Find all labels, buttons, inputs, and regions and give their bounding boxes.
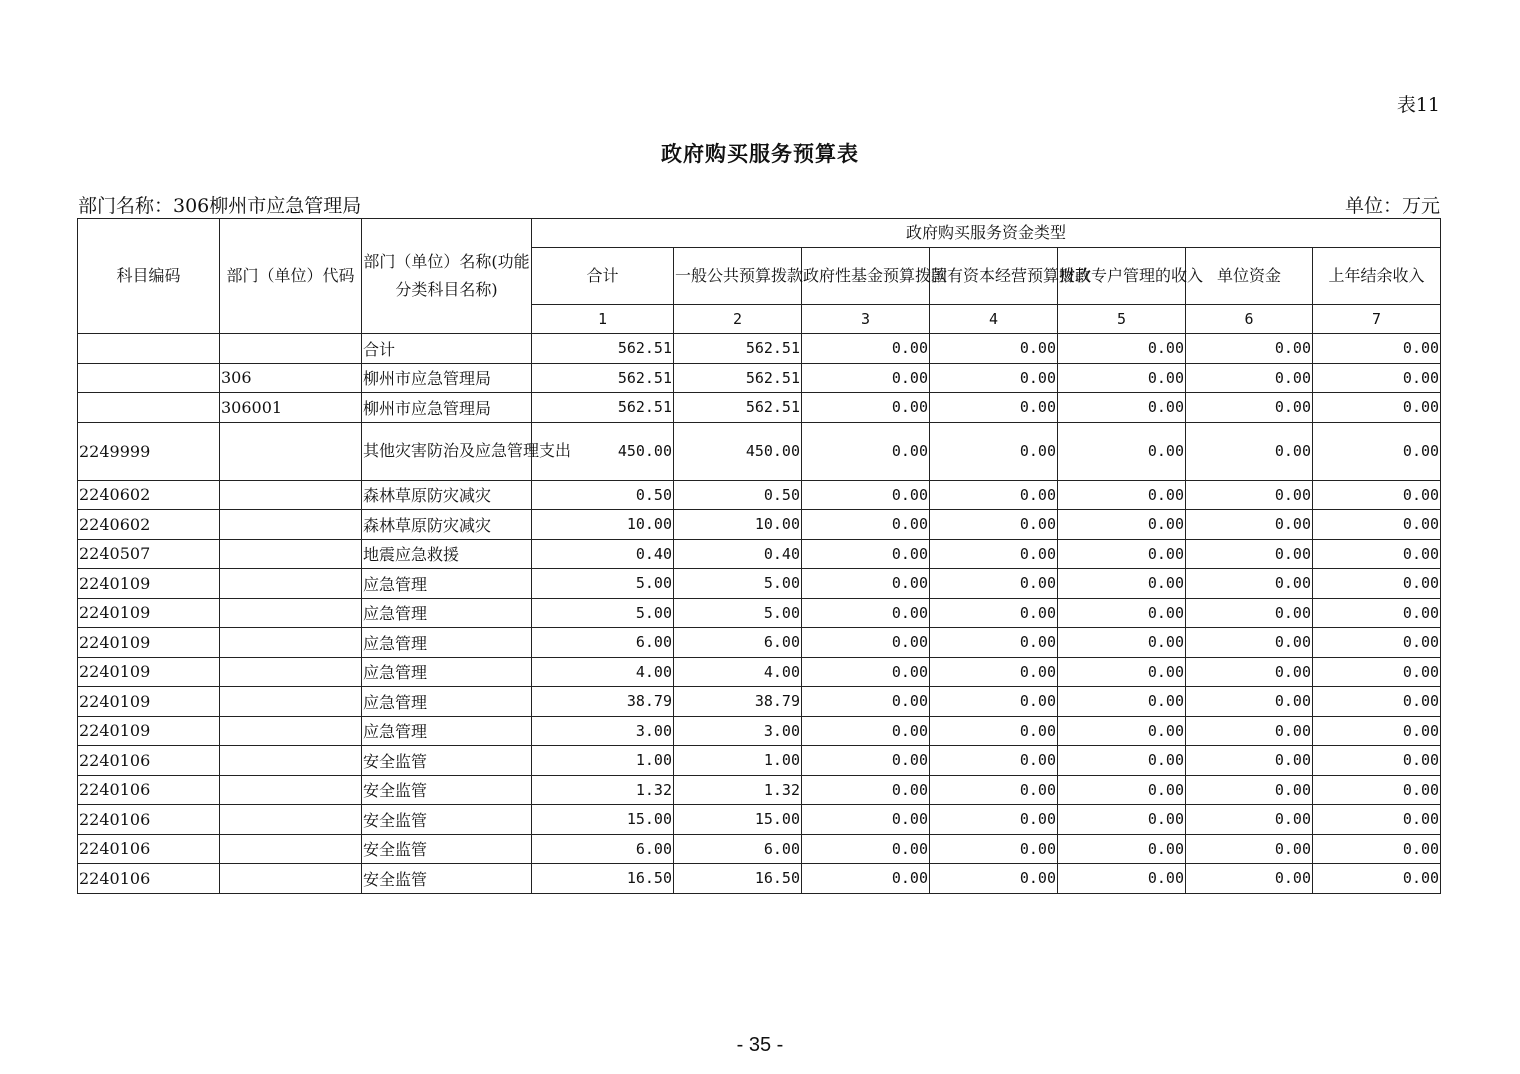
cell-special-account: 0.00 <box>1058 363 1186 393</box>
cell-dept-code <box>220 746 362 776</box>
page-title: 政府购买服务预算表 <box>661 141 859 166</box>
cell-general-budget: 5.00 <box>674 569 802 599</box>
cell-total: 1.32 <box>532 775 674 805</box>
cell-prior-balance: 0.00 <box>1313 393 1441 423</box>
table-row <box>78 687 1441 717</box>
header-subject-code: 科目编码 <box>78 219 220 334</box>
header-col-total: 合计 <box>532 248 674 305</box>
cell-subject-code: 2240109 <box>78 598 220 628</box>
cell-gov-fund: 0.00 <box>802 569 930 599</box>
cell-state-capital: 0.00 <box>930 716 1058 746</box>
table-row <box>78 569 1441 599</box>
cell-gov-fund: 0.00 <box>802 775 930 805</box>
cell-special-account: 0.00 <box>1058 746 1186 776</box>
cell-general-budget: 3.00 <box>674 716 802 746</box>
cell-dept-name: 安全监管 <box>362 864 532 894</box>
cell-prior-balance: 0.00 <box>1313 657 1441 687</box>
cell-gov-fund: 0.00 <box>802 539 930 569</box>
cell-dept-code <box>220 864 362 894</box>
cell-general-budget: 1.00 <box>674 746 802 776</box>
cell-dept-name: 地震应急救援 <box>362 539 532 569</box>
cell-gov-fund: 0.00 <box>802 393 930 423</box>
unit-label: 单位：万元 <box>1344 195 1440 217</box>
cell-subject-code <box>78 363 220 393</box>
cell-general-budget: 10.00 <box>674 510 802 540</box>
cell-dept-name: 合计 <box>362 334 532 364</box>
cell-state-capital: 0.00 <box>930 657 1058 687</box>
cell-general-budget: 562.51 <box>674 393 802 423</box>
table-row <box>78 864 1441 894</box>
header-col-gov-fund: 政府性基金预算拨款 <box>802 248 930 305</box>
header-col-number: 3 <box>802 305 930 334</box>
header-col-number: 4 <box>930 305 1058 334</box>
header-fund-type: 政府购买服务资金类型 <box>532 219 1441 248</box>
cell-general-budget: 4.00 <box>674 657 802 687</box>
cell-state-capital: 0.00 <box>930 775 1058 805</box>
table-row <box>78 363 1441 393</box>
cell-special-account: 0.00 <box>1058 657 1186 687</box>
cell-general-budget: 6.00 <box>674 834 802 864</box>
cell-dept-code <box>220 539 362 569</box>
cell-general-budget: 1.32 <box>674 775 802 805</box>
cell-dept-name: 安全监管 <box>362 746 532 776</box>
cell-total: 6.00 <box>532 628 674 658</box>
cell-unit-funds: 0.00 <box>1186 746 1313 776</box>
cell-dept-name: 森林草原防灾减灾 <box>362 510 532 540</box>
cell-dept-name: 其他灾害防治及应急管理支出 <box>362 422 532 480</box>
header-col-prior-balance: 上年结余收入 <box>1313 248 1441 305</box>
cell-special-account: 0.00 <box>1058 569 1186 599</box>
cell-dept-code <box>220 657 362 687</box>
cell-total: 38.79 <box>532 687 674 717</box>
table-row <box>78 422 1441 480</box>
cell-state-capital: 0.00 <box>930 334 1058 364</box>
cell-dept-name: 森林草原防灾减灾 <box>362 480 532 510</box>
cell-special-account: 0.00 <box>1058 422 1186 480</box>
cell-state-capital: 0.00 <box>930 363 1058 393</box>
cell-general-budget: 6.00 <box>674 628 802 658</box>
cell-gov-fund: 0.00 <box>802 864 930 894</box>
cell-state-capital: 0.00 <box>930 569 1058 599</box>
cell-state-capital: 0.00 <box>930 480 1058 510</box>
cell-gov-fund: 0.00 <box>802 510 930 540</box>
cell-dept-name: 应急管理 <box>362 598 532 628</box>
cell-dept-name: 应急管理 <box>362 569 532 599</box>
cell-total: 15.00 <box>532 805 674 835</box>
cell-dept-code <box>220 422 362 480</box>
cell-gov-fund: 0.00 <box>802 834 930 864</box>
header-col-unit-funds: 单位资金 <box>1186 248 1313 305</box>
cell-state-capital: 0.00 <box>930 805 1058 835</box>
cell-unit-funds: 0.00 <box>1186 422 1313 480</box>
cell-subject-code: 2240109 <box>78 716 220 746</box>
cell-unit-funds: 0.00 <box>1186 687 1313 717</box>
cell-state-capital: 0.00 <box>930 422 1058 480</box>
header-col-number: 7 <box>1313 305 1441 334</box>
cell-special-account: 0.00 <box>1058 716 1186 746</box>
cell-prior-balance: 0.00 <box>1313 510 1441 540</box>
cell-state-capital: 0.00 <box>930 746 1058 776</box>
cell-general-budget: 16.50 <box>674 864 802 894</box>
cell-special-account: 0.00 <box>1058 628 1186 658</box>
cell-total: 0.40 <box>532 539 674 569</box>
cell-subject-code: 2240109 <box>78 628 220 658</box>
budget-table <box>77 218 1441 894</box>
header-col-special-account: 财政专户管理的收入 <box>1058 248 1186 305</box>
cell-subject-code: 2240602 <box>78 510 220 540</box>
cell-general-budget: 15.00 <box>674 805 802 835</box>
cell-prior-balance: 0.00 <box>1313 687 1441 717</box>
cell-total: 10.00 <box>532 510 674 540</box>
cell-special-account: 0.00 <box>1058 805 1186 835</box>
table-row <box>78 805 1441 835</box>
cell-total: 562.51 <box>532 393 674 423</box>
cell-dept-name: 安全监管 <box>362 805 532 835</box>
cell-special-account: 0.00 <box>1058 864 1186 894</box>
department-name: 部门名称：306柳州市应急管理局 <box>78 195 362 217</box>
cell-unit-funds: 0.00 <box>1186 363 1313 393</box>
table-row <box>78 334 1441 364</box>
cell-general-budget: 0.40 <box>674 539 802 569</box>
header-dept-code: 部门（单位）代码 <box>220 219 362 334</box>
cell-special-account: 0.00 <box>1058 598 1186 628</box>
cell-total: 4.00 <box>532 657 674 687</box>
cell-total: 450.00 <box>532 422 674 480</box>
cell-state-capital: 0.00 <box>930 539 1058 569</box>
cell-subject-code: 2249999 <box>78 422 220 480</box>
cell-state-capital: 0.00 <box>930 687 1058 717</box>
cell-special-account: 0.00 <box>1058 393 1186 423</box>
table-row <box>78 716 1441 746</box>
cell-prior-balance: 0.00 <box>1313 775 1441 805</box>
cell-gov-fund: 0.00 <box>802 628 930 658</box>
cell-gov-fund: 0.00 <box>802 363 930 393</box>
cell-state-capital: 0.00 <box>930 864 1058 894</box>
cell-prior-balance: 0.00 <box>1313 539 1441 569</box>
cell-total: 562.51 <box>532 363 674 393</box>
cell-total: 16.50 <box>532 864 674 894</box>
cell-special-account: 0.00 <box>1058 480 1186 510</box>
cell-dept-name: 应急管理 <box>362 716 532 746</box>
cell-gov-fund: 0.00 <box>802 422 930 480</box>
cell-special-account: 0.00 <box>1058 834 1186 864</box>
cell-unit-funds: 0.00 <box>1186 539 1313 569</box>
cell-special-account: 0.00 <box>1058 334 1186 364</box>
header-col-number: 1 <box>532 305 674 334</box>
cell-subject-code: 2240106 <box>78 864 220 894</box>
cell-unit-funds: 0.00 <box>1186 805 1313 835</box>
header-col-general-budget: 一般公共预算拨款 <box>674 248 802 305</box>
cell-dept-code <box>220 805 362 835</box>
cell-subject-code: 2240106 <box>78 805 220 835</box>
cell-prior-balance: 0.00 <box>1313 598 1441 628</box>
cell-dept-code <box>220 510 362 540</box>
cell-dept-name: 应急管理 <box>362 687 532 717</box>
table-row <box>78 628 1441 658</box>
cell-total: 1.00 <box>532 746 674 776</box>
cell-dept-code: 306001 <box>220 393 362 423</box>
cell-prior-balance: 0.00 <box>1313 716 1441 746</box>
cell-dept-name: 柳州市应急管理局 <box>362 363 532 393</box>
table-row <box>78 775 1441 805</box>
table-row <box>78 393 1441 423</box>
table-row <box>78 657 1441 687</box>
cell-prior-balance: 0.00 <box>1313 864 1441 894</box>
cell-subject-code: 2240602 <box>78 480 220 510</box>
cell-prior-balance: 0.00 <box>1313 805 1441 835</box>
cell-subject-code <box>78 393 220 423</box>
cell-prior-balance: 0.00 <box>1313 569 1441 599</box>
cell-gov-fund: 0.00 <box>802 598 930 628</box>
cell-dept-name: 安全监管 <box>362 775 532 805</box>
cell-gov-fund: 0.00 <box>802 746 930 776</box>
cell-total: 3.00 <box>532 716 674 746</box>
cell-total: 0.50 <box>532 480 674 510</box>
cell-dept-code <box>220 834 362 864</box>
cell-subject-code: 2240106 <box>78 746 220 776</box>
cell-gov-fund: 0.00 <box>802 334 930 364</box>
cell-state-capital: 0.00 <box>930 628 1058 658</box>
table-number: 表11 <box>1396 94 1440 116</box>
cell-unit-funds: 0.00 <box>1186 510 1313 540</box>
cell-subject-code: 2240106 <box>78 775 220 805</box>
cell-subject-code: 2240109 <box>78 657 220 687</box>
cell-prior-balance: 0.00 <box>1313 628 1441 658</box>
table-row <box>78 746 1441 776</box>
header-col-number: 5 <box>1058 305 1186 334</box>
cell-gov-fund: 0.00 <box>802 716 930 746</box>
cell-unit-funds: 0.00 <box>1186 716 1313 746</box>
cell-general-budget: 5.00 <box>674 598 802 628</box>
cell-unit-funds: 0.00 <box>1186 480 1313 510</box>
cell-subject-code: 2240109 <box>78 687 220 717</box>
cell-special-account: 0.00 <box>1058 687 1186 717</box>
cell-dept-name: 柳州市应急管理局 <box>362 393 532 423</box>
table-row <box>78 598 1441 628</box>
cell-general-budget: 0.50 <box>674 480 802 510</box>
cell-special-account: 0.00 <box>1058 539 1186 569</box>
cell-state-capital: 0.00 <box>930 834 1058 864</box>
cell-unit-funds: 0.00 <box>1186 834 1313 864</box>
cell-prior-balance: 0.00 <box>1313 746 1441 776</box>
cell-state-capital: 0.00 <box>930 598 1058 628</box>
cell-dept-code <box>220 569 362 599</box>
cell-general-budget: 38.79 <box>674 687 802 717</box>
cell-subject-code: 2240106 <box>78 834 220 864</box>
table-row <box>78 510 1441 540</box>
cell-general-budget: 450.00 <box>674 422 802 480</box>
cell-prior-balance: 0.00 <box>1313 480 1441 510</box>
cell-dept-name: 安全监管 <box>362 834 532 864</box>
cell-dept-code: 306 <box>220 363 362 393</box>
cell-dept-code <box>220 598 362 628</box>
table-row <box>78 539 1441 569</box>
page-number: - 35 - <box>736 1034 784 1056</box>
cell-gov-fund: 0.00 <box>802 657 930 687</box>
header-col-number: 6 <box>1186 305 1313 334</box>
header-dept-name: 部门（单位）名称(功能分类科目名称) <box>362 219 532 334</box>
cell-unit-funds: 0.00 <box>1186 334 1313 364</box>
cell-dept-code <box>220 687 362 717</box>
cell-total: 6.00 <box>532 834 674 864</box>
cell-unit-funds: 0.00 <box>1186 657 1313 687</box>
cell-prior-balance: 0.00 <box>1313 363 1441 393</box>
cell-total: 5.00 <box>532 569 674 599</box>
cell-dept-code <box>220 628 362 658</box>
cell-dept-name: 应急管理 <box>362 657 532 687</box>
cell-dept-name: 应急管理 <box>362 628 532 658</box>
cell-gov-fund: 0.00 <box>802 805 930 835</box>
cell-subject-code: 2240109 <box>78 569 220 599</box>
cell-dept-code <box>220 775 362 805</box>
cell-dept-code <box>220 480 362 510</box>
cell-dept-code <box>220 334 362 364</box>
cell-special-account: 0.00 <box>1058 510 1186 540</box>
cell-state-capital: 0.00 <box>930 393 1058 423</box>
table-row <box>78 834 1441 864</box>
header-col-number: 2 <box>674 305 802 334</box>
cell-dept-code <box>220 716 362 746</box>
cell-general-budget: 562.51 <box>674 363 802 393</box>
cell-unit-funds: 0.00 <box>1186 569 1313 599</box>
cell-prior-balance: 0.00 <box>1313 422 1441 480</box>
cell-unit-funds: 0.00 <box>1186 628 1313 658</box>
cell-general-budget: 562.51 <box>674 334 802 364</box>
cell-unit-funds: 0.00 <box>1186 775 1313 805</box>
cell-gov-fund: 0.00 <box>802 687 930 717</box>
cell-unit-funds: 0.00 <box>1186 598 1313 628</box>
cell-total: 5.00 <box>532 598 674 628</box>
cell-unit-funds: 0.00 <box>1186 393 1313 423</box>
cell-unit-funds: 0.00 <box>1186 864 1313 894</box>
table-row <box>78 480 1441 510</box>
cell-prior-balance: 0.00 <box>1313 834 1441 864</box>
table-body <box>78 334 1441 894</box>
cell-subject-code: 2240507 <box>78 539 220 569</box>
cell-prior-balance: 0.00 <box>1313 334 1441 364</box>
table-header <box>78 219 1441 334</box>
cell-gov-fund: 0.00 <box>802 480 930 510</box>
header-col-state-capital: 国有资本经营预算拨款 <box>930 248 1058 305</box>
cell-special-account: 0.00 <box>1058 775 1186 805</box>
cell-state-capital: 0.00 <box>930 510 1058 540</box>
cell-total: 562.51 <box>532 334 674 364</box>
cell-subject-code <box>78 334 220 364</box>
